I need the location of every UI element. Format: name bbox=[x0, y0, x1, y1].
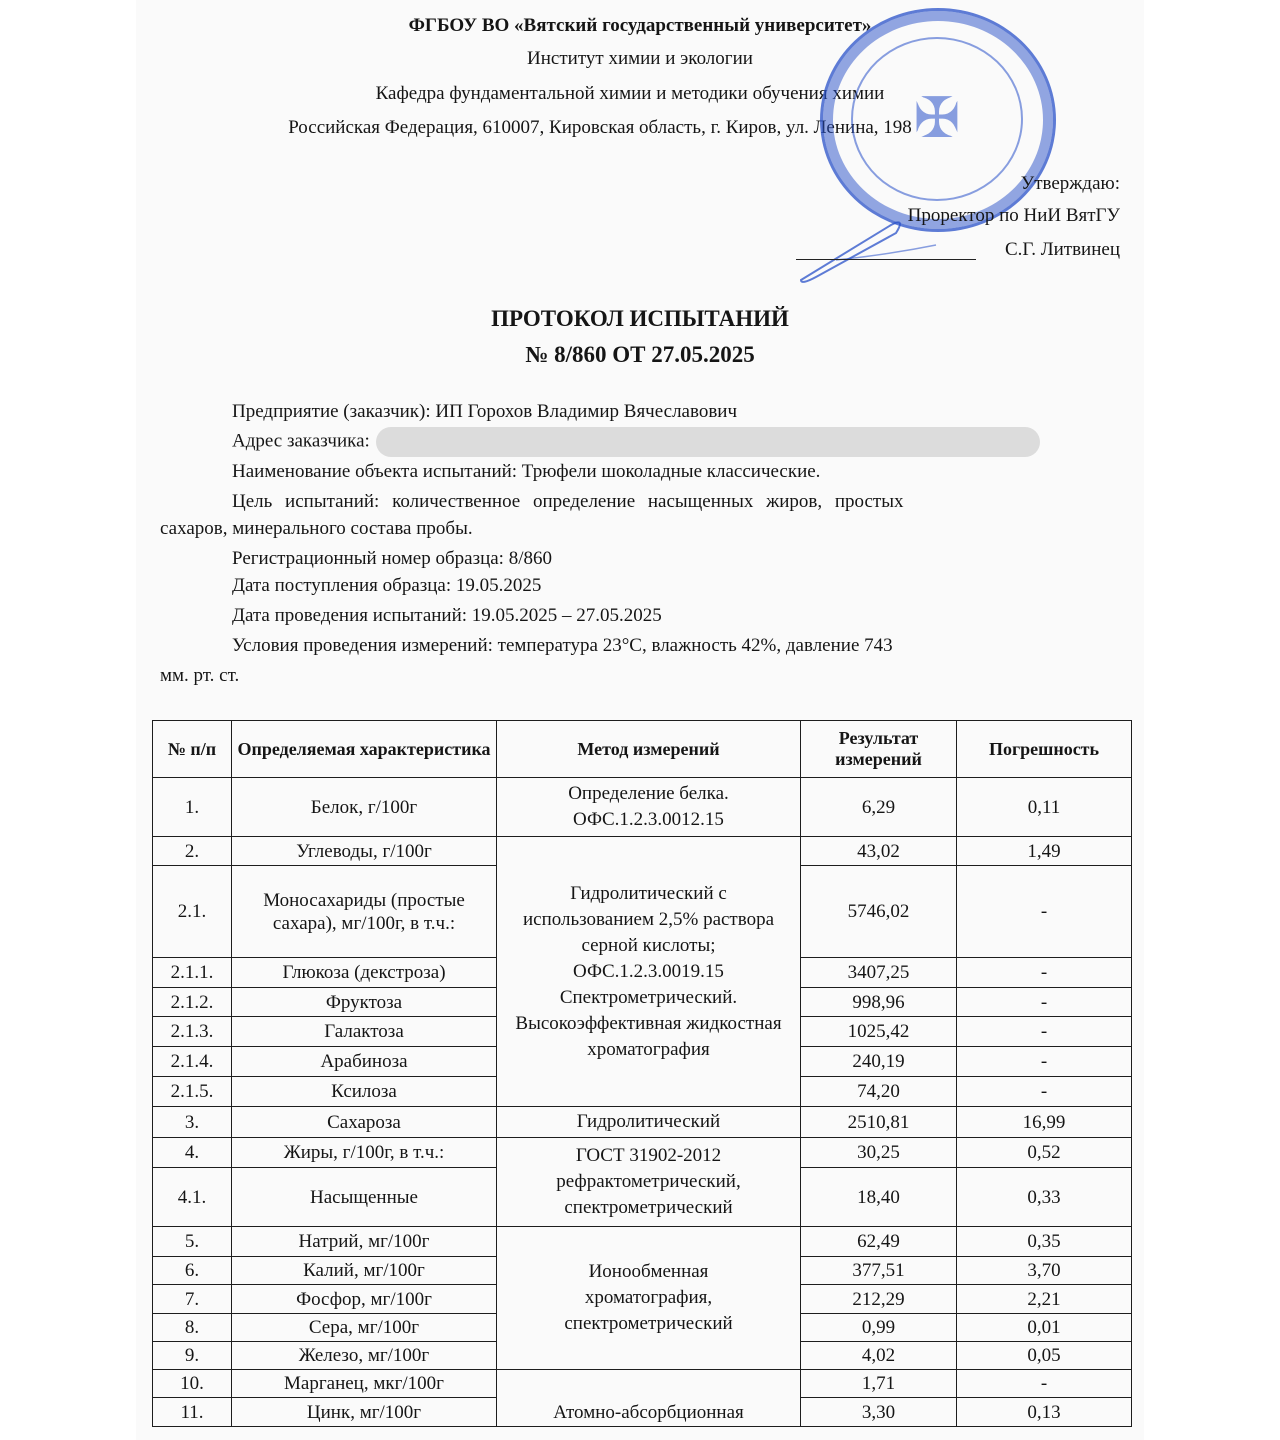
approval-position: Проректор по НиИ ВятГУ bbox=[907, 205, 1120, 226]
purpose-text-1: Цель испытаний: количественное определение насыщенных жиров, простых bbox=[232, 491, 904, 512]
row-error: 16,99 bbox=[957, 1107, 1132, 1138]
row-name: Белок, г/100г bbox=[232, 778, 497, 837]
row-num: 4. bbox=[153, 1138, 232, 1168]
row-num: 2.1.5. bbox=[153, 1077, 232, 1107]
row-name: Сера, мг/100г bbox=[232, 1314, 497, 1342]
row-result: 212,29 bbox=[801, 1285, 957, 1314]
document-page bbox=[136, 0, 1144, 1440]
row-name: Галактоза bbox=[232, 1017, 497, 1047]
row-error: 0,01 bbox=[957, 1314, 1132, 1342]
row-num: 1. bbox=[153, 778, 232, 837]
row-result: 43,02 bbox=[801, 837, 957, 866]
reg-number-text: Регистрационный номер образца: 8/860 bbox=[232, 548, 552, 569]
row-name: Цинк, мг/100г bbox=[232, 1398, 497, 1427]
table-header-row bbox=[153, 721, 1132, 778]
row-num: 10. bbox=[153, 1370, 232, 1398]
row-error: - bbox=[957, 1017, 1132, 1047]
organization-address: Российская Федерация, 610007, Кировская область, г. Киров, ул. Ленина, 198 bbox=[288, 117, 912, 138]
customer-address-line bbox=[160, 427, 1120, 457]
row-num: 2. bbox=[153, 837, 232, 866]
object-text: Наименование объекта испытаний: Трюфели шоколадные классические. bbox=[232, 461, 821, 482]
row-name: Арабиноза bbox=[232, 1047, 497, 1077]
row-result: 6,29 bbox=[801, 778, 957, 837]
row-error: 3,70 bbox=[957, 1257, 1132, 1285]
object-line bbox=[160, 460, 1120, 484]
method-cell: ГОСТ 31902-2012 рефрактометрический, спектрометрический bbox=[497, 1138, 801, 1227]
row-num: 6. bbox=[153, 1257, 232, 1285]
row-result: 998,96 bbox=[801, 988, 957, 1017]
row-name: Моносахариды (простые сахара), мг/100г, в т.ч.: bbox=[232, 866, 497, 958]
row-name: Глюкоза (декстроза) bbox=[232, 958, 497, 988]
purpose-line-1 bbox=[160, 490, 1120, 514]
header-method: Метод измерений bbox=[497, 721, 801, 778]
method-cell: Атомно-абсорбционная bbox=[497, 1370, 801, 1427]
row-name: Ксилоза bbox=[232, 1077, 497, 1107]
row-name: Сахароза bbox=[232, 1107, 497, 1138]
table-row bbox=[153, 778, 1132, 837]
row-result: 18,40 bbox=[801, 1168, 957, 1227]
row-error: - bbox=[957, 988, 1132, 1017]
customer-text: Предприятие (заказчик): ИП Горохов Владимир Вячеславович bbox=[232, 401, 738, 422]
row-error: 0,33 bbox=[957, 1168, 1132, 1227]
row-result: 2510,81 bbox=[801, 1107, 957, 1138]
row-num: 8. bbox=[153, 1314, 232, 1342]
method-cell: Ионообменная хроматография, спектрометрический bbox=[497, 1227, 801, 1370]
row-error: 0,13 bbox=[957, 1398, 1132, 1427]
row-error: 0,05 bbox=[957, 1342, 1132, 1370]
received-date-text: Дата поступления образца: 19.05.2025 bbox=[232, 575, 542, 596]
row-name: Фруктоза bbox=[232, 988, 497, 1017]
reg-number-line bbox=[160, 547, 1120, 571]
signature-line bbox=[796, 259, 976, 260]
row-name: Калий, мг/100г bbox=[232, 1257, 497, 1285]
approval-label: Утверждаю: bbox=[1020, 173, 1120, 194]
row-error: - bbox=[957, 1047, 1132, 1077]
row-result: 377,51 bbox=[801, 1257, 957, 1285]
row-error: - bbox=[957, 958, 1132, 988]
row-num: 2.1. bbox=[153, 866, 232, 958]
row-result: 74,20 bbox=[801, 1077, 957, 1107]
row-num: 2.1.3. bbox=[153, 1017, 232, 1047]
table-row bbox=[153, 1107, 1132, 1138]
row-error: 0,52 bbox=[957, 1138, 1132, 1168]
method-cell: Гидролитический с использованием 2,5% раствора серной кислоты; ОФС.1.2.3.0019.15 Спектрометрический. Высокоэффективная жидкостная хроматография bbox=[497, 837, 801, 1107]
method-cell: Определение белка. ОФС.1.2.3.0012.15 bbox=[497, 778, 801, 837]
results-table bbox=[152, 720, 1132, 1427]
header-error: Погрешность bbox=[957, 721, 1132, 778]
table-row bbox=[153, 837, 1132, 866]
row-result: 4,02 bbox=[801, 1342, 957, 1370]
row-result: 1,71 bbox=[801, 1370, 957, 1398]
row-error: - bbox=[957, 1370, 1132, 1398]
row-num: 9. bbox=[153, 1342, 232, 1370]
row-error: 0,11 bbox=[957, 778, 1132, 837]
row-num: 2.1.4. bbox=[153, 1047, 232, 1077]
method-cell: Гидролитический bbox=[497, 1107, 801, 1138]
row-name: Натрий, мг/100г bbox=[232, 1227, 497, 1257]
customer-address-label: Адрес заказчика: bbox=[232, 430, 370, 452]
purpose-line-2: сахаров, минерального состава пробы. bbox=[160, 518, 473, 539]
row-result: 5746,02 bbox=[801, 866, 957, 958]
row-name: Насыщенные bbox=[232, 1168, 497, 1227]
header-num: № п/п bbox=[153, 721, 232, 778]
customer-line bbox=[160, 400, 1120, 424]
protocol-number: № 8/860 ОТ 27.05.2025 bbox=[525, 342, 755, 367]
conditions-text-1: Условия проведения измерений: температура 23°С, влажность 42%, давление 743 bbox=[232, 635, 893, 656]
test-dates-text: Дата проведения испытаний: 19.05.2025 – 27.05.2025 bbox=[232, 605, 662, 626]
row-name: Жиры, г/100г, в т.ч.: bbox=[232, 1138, 497, 1168]
row-error: - bbox=[957, 1077, 1132, 1107]
row-error: 2,21 bbox=[957, 1285, 1132, 1314]
row-num: 3. bbox=[153, 1107, 232, 1138]
department-name: Кафедра фундаментальной химии и методики обучения химии bbox=[375, 83, 885, 104]
row-num: 7. bbox=[153, 1285, 232, 1314]
header-characteristic: Определяемая характеристика bbox=[232, 721, 497, 778]
row-result: 62,49 bbox=[801, 1227, 957, 1257]
row-num: 2.1.1. bbox=[153, 958, 232, 988]
row-error: 1,49 bbox=[957, 837, 1132, 866]
row-error: 0,35 bbox=[957, 1227, 1132, 1257]
row-result: 0,99 bbox=[801, 1314, 957, 1342]
row-num: 4.1. bbox=[153, 1168, 232, 1227]
row-name: Углеводы, г/100г bbox=[232, 837, 497, 866]
conditions-line-1 bbox=[160, 634, 1120, 658]
row-num: 2.1.2. bbox=[153, 988, 232, 1017]
row-error: - bbox=[957, 866, 1132, 958]
table-row bbox=[153, 1138, 1132, 1168]
row-result: 3407,25 bbox=[801, 958, 957, 988]
redacted-address bbox=[376, 427, 1040, 457]
row-name: Фосфор, мг/100г bbox=[232, 1285, 497, 1314]
received-date-line bbox=[160, 574, 1120, 598]
header-result: Результат измерений bbox=[801, 721, 957, 778]
approval-name: С.Г. Литвинец bbox=[1004, 239, 1120, 260]
row-num: 11. bbox=[153, 1398, 232, 1427]
table-row bbox=[153, 1227, 1132, 1257]
row-result: 240,19 bbox=[801, 1047, 957, 1077]
row-result: 1025,42 bbox=[801, 1017, 957, 1047]
test-dates-line bbox=[160, 604, 1120, 628]
row-result: 30,25 bbox=[801, 1138, 957, 1168]
protocol-title: ПРОТОКОЛ ИСПЫТАНИЙ bbox=[491, 306, 789, 331]
row-num: 5. bbox=[153, 1227, 232, 1257]
institute-name: Институт химии и экологии bbox=[527, 48, 753, 69]
row-name: Железо, мг/100г bbox=[232, 1342, 497, 1370]
conditions-line-2: мм. рт. ст. bbox=[160, 665, 240, 686]
coat-of-arms-icon: ✠ bbox=[913, 88, 961, 150]
row-name: Марганец, мкг/100г bbox=[232, 1370, 497, 1398]
table-row bbox=[153, 1370, 1132, 1398]
organization-name: ФГБОУ ВО «Вятский государственный университет» bbox=[408, 15, 872, 36]
row-result: 3,30 bbox=[801, 1398, 957, 1427]
